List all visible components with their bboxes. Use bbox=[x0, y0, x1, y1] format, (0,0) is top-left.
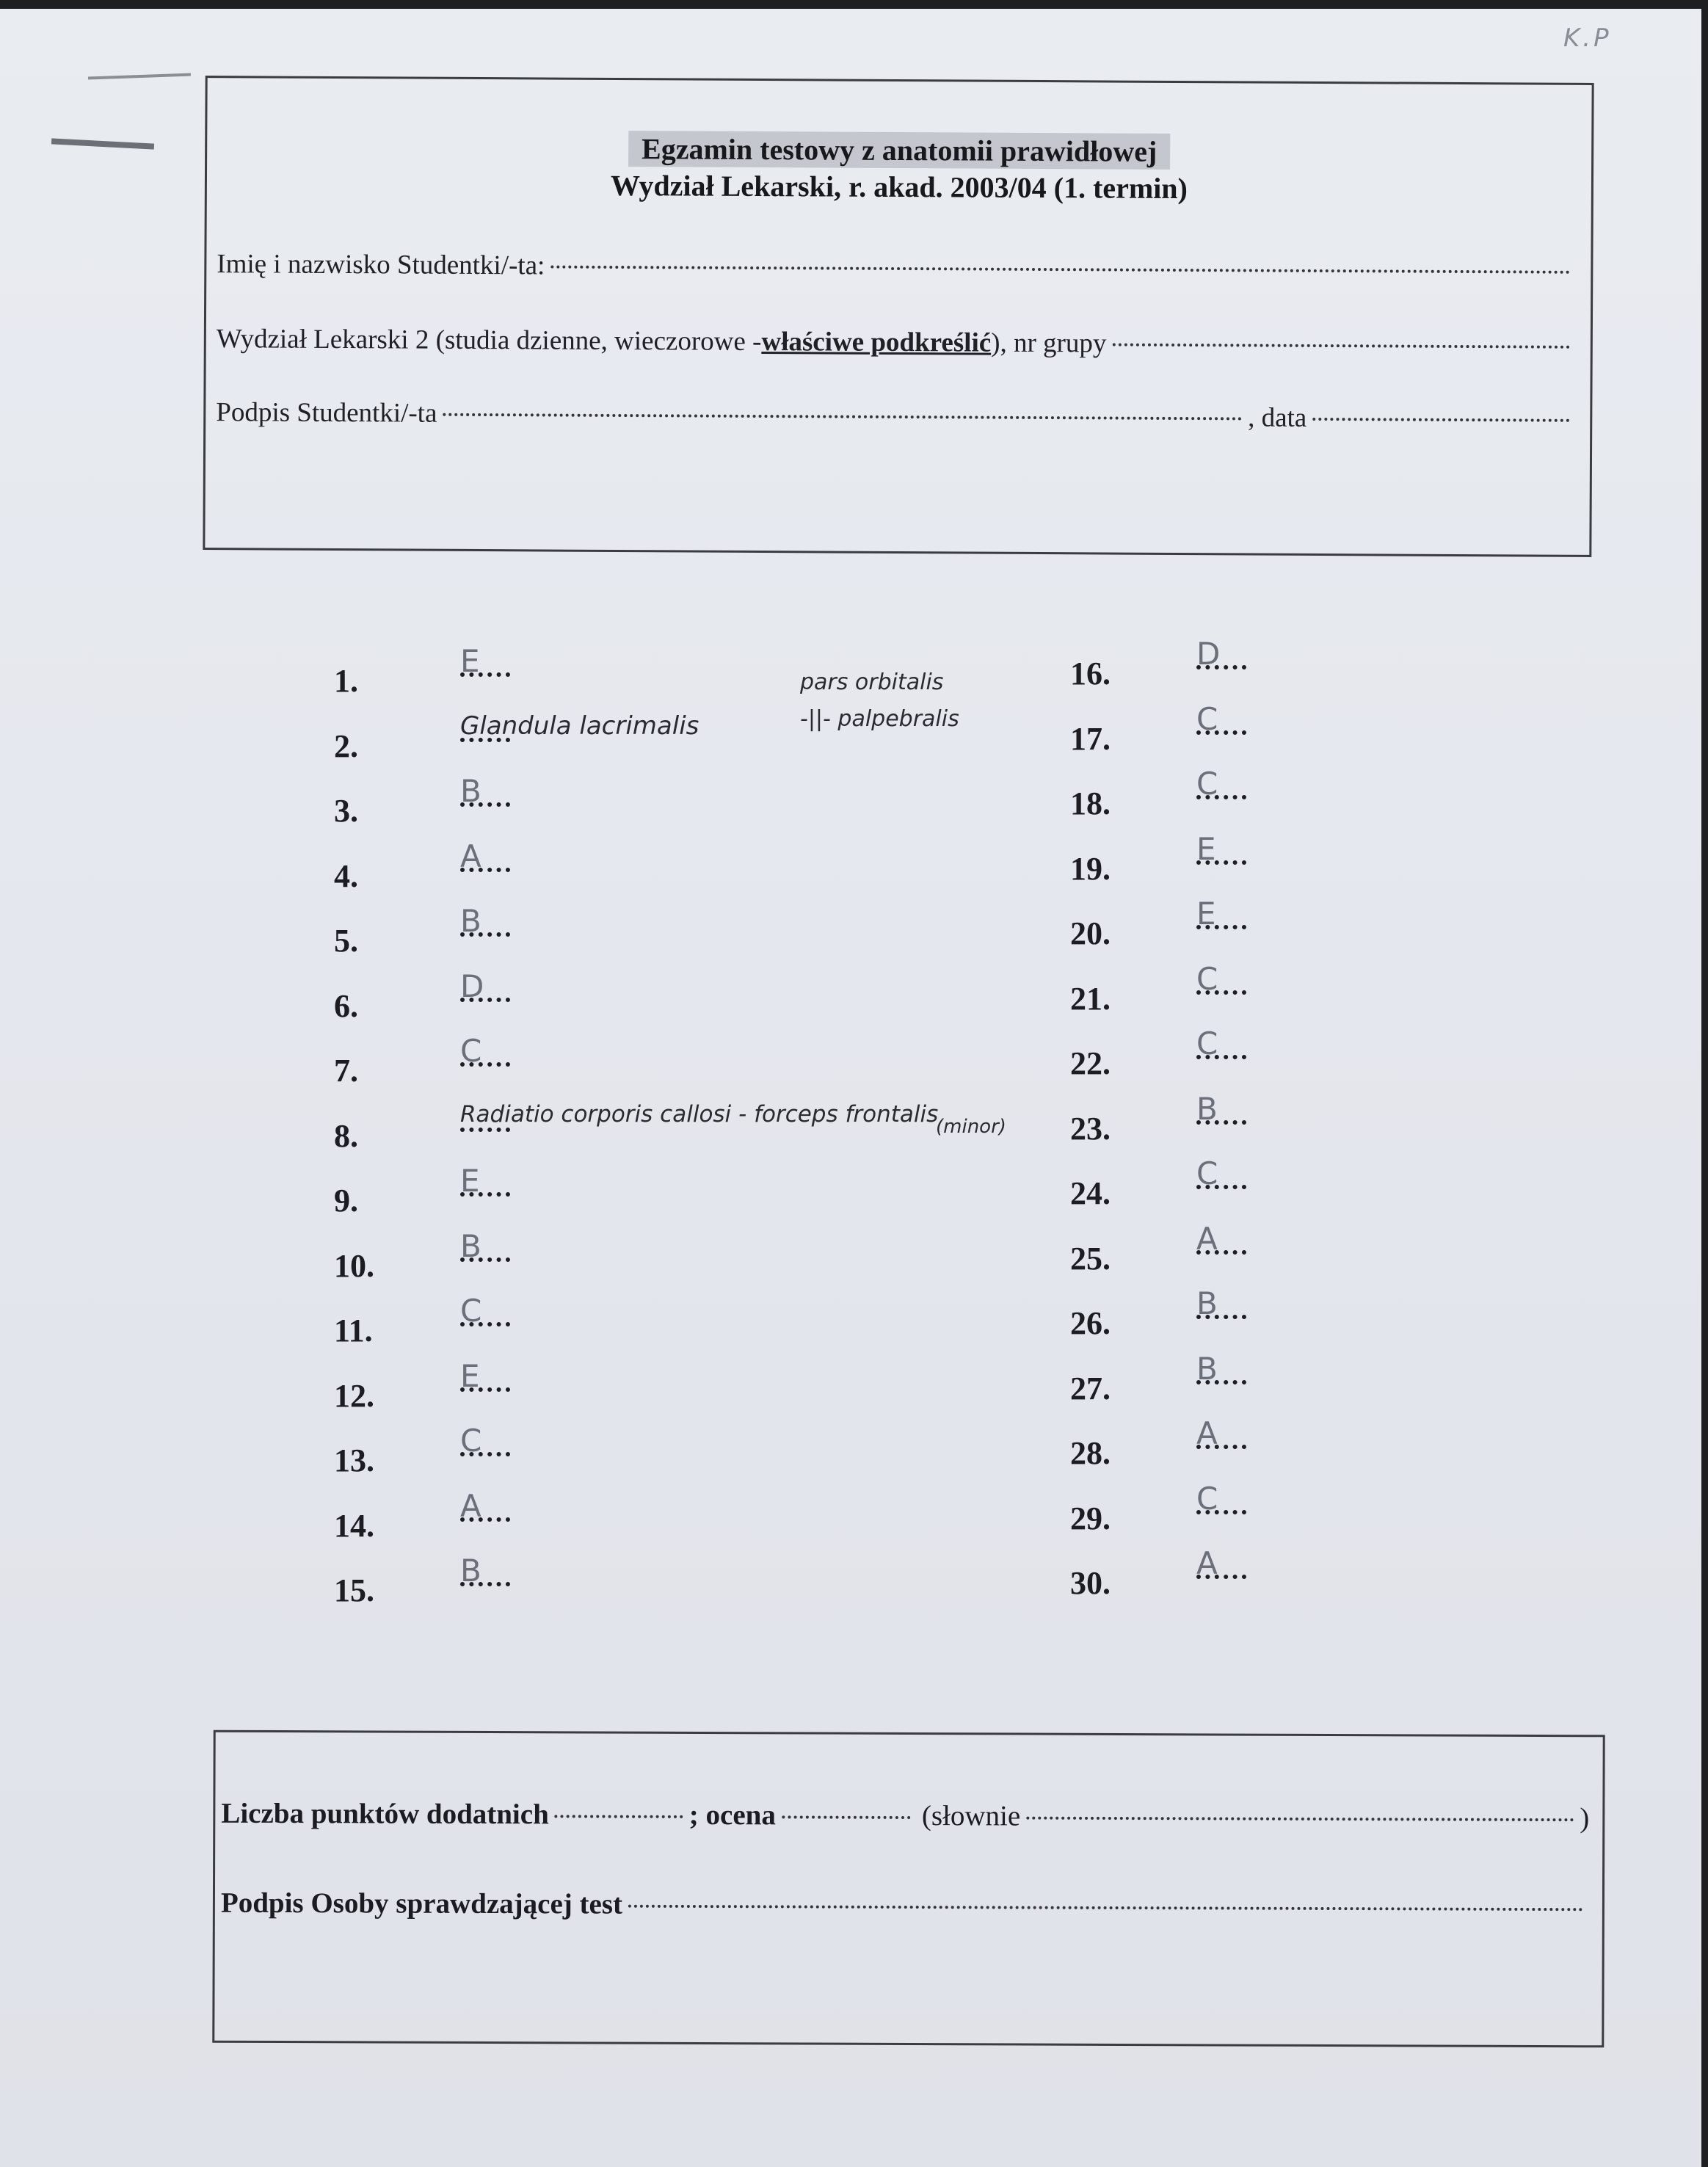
answer-number: 9. bbox=[334, 1183, 358, 1219]
handwritten-answer: D bbox=[460, 968, 484, 1004]
answer-number: 13. bbox=[334, 1442, 374, 1478]
handwritten-answer: C bbox=[1196, 700, 1218, 737]
handwritten-answer: E bbox=[1196, 896, 1216, 932]
name-field[interactable] bbox=[217, 248, 1576, 287]
answer-row bbox=[334, 1163, 848, 1234]
answer-number: 26. bbox=[1070, 1305, 1111, 1341]
note-minor: (minor) bbox=[936, 1116, 1006, 1138]
answer-row bbox=[1070, 766, 1584, 837]
answer-number: 18. bbox=[1070, 785, 1111, 821]
answer-row bbox=[1070, 896, 1584, 967]
answer-row bbox=[334, 1423, 848, 1494]
date-dotted-line bbox=[1312, 418, 1569, 422]
handwritten-answer: C bbox=[460, 1423, 482, 1459]
exam-sheet bbox=[0, 9, 1701, 2167]
points-label: Liczba punktów dodatnich bbox=[221, 1797, 549, 1831]
handwritten-answer: C bbox=[460, 1033, 482, 1069]
answer-number: 16. bbox=[1070, 656, 1111, 692]
handwritten-answer: C bbox=[460, 1293, 482, 1329]
answers-column-right bbox=[1070, 636, 1584, 1616]
signature-label: Podpis Studentki/-ta bbox=[216, 397, 437, 429]
answer-row bbox=[334, 773, 848, 844]
handwritten-answer: B bbox=[1196, 1285, 1218, 1321]
faculty-label-underlined: właściwe podkreślić bbox=[761, 327, 992, 358]
answer-number: 10. bbox=[334, 1247, 374, 1284]
answer-number: 2. bbox=[334, 727, 358, 764]
answer-number: 3. bbox=[334, 793, 358, 829]
handwritten-answer: B bbox=[460, 773, 481, 809]
answer-row bbox=[1070, 1090, 1584, 1162]
handwritten-answer: E bbox=[1196, 830, 1216, 867]
answer-number: 29. bbox=[1070, 1500, 1111, 1536]
answer-number: 28. bbox=[1070, 1435, 1111, 1471]
answer-row bbox=[334, 1487, 848, 1559]
handwritten-answer: C bbox=[1196, 1026, 1218, 1061]
handwritten-answer: A bbox=[1196, 1545, 1218, 1581]
answer-number: 22. bbox=[1070, 1045, 1111, 1081]
exam-title-line1: Egzamin testowy z anatomii prawidłowej bbox=[628, 131, 1170, 170]
checker-label: Podpis Osoby sprawdzającej test bbox=[220, 1887, 623, 1920]
handwritten-answer: D bbox=[1196, 636, 1221, 672]
handwritten-answer: A bbox=[460, 838, 481, 874]
answer-row bbox=[334, 1357, 848, 1429]
name-label: Imię i nazwisko Studentki/-ta: bbox=[217, 249, 545, 281]
handwritten-answer: C bbox=[1196, 1155, 1218, 1191]
answer-row bbox=[334, 838, 848, 910]
faculty-field[interactable] bbox=[217, 323, 1576, 362]
answer-row bbox=[1070, 1350, 1584, 1422]
answer-row bbox=[1070, 1480, 1584, 1552]
handwritten-answer: B bbox=[1196, 1350, 1218, 1387]
answer-number: 30. bbox=[1070, 1565, 1111, 1601]
handwritten-answer: B bbox=[460, 1227, 481, 1264]
handwritten-answer: C bbox=[1196, 766, 1218, 802]
exam-subtitle: Wydział Lekarski, r. akad. 2003/04 (1. termin) bbox=[610, 168, 1188, 206]
corner-initials: K.P bbox=[1563, 23, 1612, 53]
handwritten-answer: Radiatio corporis callosi - forceps frontalis bbox=[460, 1100, 939, 1128]
answer-number: 25. bbox=[1070, 1240, 1111, 1277]
answer-number: 21. bbox=[1070, 980, 1111, 1017]
answer-number: 24. bbox=[1070, 1175, 1111, 1211]
answer-number: 17. bbox=[1070, 720, 1111, 757]
answer-number: 20. bbox=[1070, 915, 1111, 951]
handwritten-answer: A bbox=[460, 1487, 481, 1524]
handwritten-answer: E bbox=[460, 643, 480, 679]
answer-number: 27. bbox=[1070, 1370, 1111, 1406]
answer-number: 6. bbox=[334, 987, 358, 1024]
answer-number: 7. bbox=[334, 1053, 358, 1089]
handwritten-answer: C bbox=[1196, 1480, 1218, 1517]
name-dotted-line bbox=[550, 266, 1570, 274]
words-close: ) bbox=[1580, 1802, 1590, 1834]
words-dotted-line bbox=[1026, 1817, 1574, 1822]
answer-row bbox=[1070, 1155, 1584, 1227]
answer-row bbox=[334, 903, 848, 974]
words-label: (słownie bbox=[921, 1800, 1021, 1832]
note-pars-palpebralis: -||- palpebralis bbox=[800, 706, 959, 732]
answer-row bbox=[334, 1033, 848, 1104]
handwritten-answer: C bbox=[1196, 960, 1218, 997]
answer-row bbox=[1070, 960, 1584, 1032]
note-pars-orbitalis: pars orbitalis bbox=[800, 669, 944, 695]
handwritten-answer: B bbox=[460, 903, 481, 939]
answer-row bbox=[334, 711, 848, 780]
answer-row bbox=[1070, 1285, 1584, 1357]
checker-signature-field[interactable] bbox=[221, 1887, 1589, 1925]
handwritten-answer: A bbox=[1196, 1220, 1218, 1257]
answer-row bbox=[334, 1553, 848, 1624]
answer-row bbox=[1070, 830, 1584, 902]
answer-number: 5. bbox=[334, 923, 358, 959]
header-box bbox=[203, 76, 1593, 557]
answer-number: 4. bbox=[334, 857, 358, 894]
handwritten-answer: E bbox=[460, 1357, 480, 1394]
answer-row bbox=[1070, 1026, 1584, 1097]
handwritten-answer: B bbox=[1196, 1090, 1218, 1127]
answer-row bbox=[334, 1293, 848, 1364]
points-dotted-line bbox=[555, 1815, 683, 1818]
handwritten-answer: A bbox=[1196, 1415, 1218, 1451]
signature-dotted-line bbox=[443, 413, 1242, 421]
answer-number: 19. bbox=[1070, 850, 1111, 887]
answer-row bbox=[1070, 636, 1584, 707]
answer-row bbox=[334, 968, 848, 1039]
answer-number: 14. bbox=[334, 1507, 374, 1544]
answer-row bbox=[334, 643, 848, 714]
handwritten-answer: E bbox=[460, 1163, 480, 1199]
answer-number: 1. bbox=[334, 663, 358, 699]
answer-number: 15. bbox=[334, 1572, 374, 1608]
answer-row bbox=[334, 1227, 848, 1299]
answer-dotted-line[interactable] bbox=[460, 1128, 510, 1132]
answer-row bbox=[1070, 1220, 1584, 1292]
group-dotted-line bbox=[1112, 344, 1569, 349]
checker-dotted-line bbox=[628, 1905, 1583, 1912]
grade-label: ; ocena bbox=[688, 1798, 776, 1832]
handwritten-answer: B bbox=[460, 1553, 481, 1589]
grade-dotted-line bbox=[782, 1815, 910, 1819]
answer-number: 11. bbox=[334, 1313, 373, 1349]
margin-mark bbox=[88, 73, 191, 80]
points-field[interactable] bbox=[221, 1797, 1589, 1835]
answer-number: 23. bbox=[1070, 1110, 1111, 1147]
answer-row bbox=[1070, 700, 1584, 772]
grading-box bbox=[212, 1730, 1605, 2048]
answer-row bbox=[1070, 1545, 1584, 1616]
answer-number: 12. bbox=[334, 1377, 374, 1414]
signature-field[interactable] bbox=[216, 396, 1575, 435]
answer-row bbox=[1070, 1415, 1584, 1487]
answer-row bbox=[334, 1100, 939, 1169]
faculty-label-post: ), nr grupy bbox=[991, 327, 1107, 359]
exam-title bbox=[207, 129, 1591, 171]
date-label: , data bbox=[1248, 402, 1307, 433]
answer-number: 8. bbox=[334, 1117, 358, 1154]
handwritten-answer: Glandula lacrimalis bbox=[460, 711, 699, 741]
margin-mark bbox=[51, 138, 154, 149]
faculty-label-pre: Wydział Lekarski 2 (studia dzienne, wieczorowe - bbox=[216, 324, 762, 357]
